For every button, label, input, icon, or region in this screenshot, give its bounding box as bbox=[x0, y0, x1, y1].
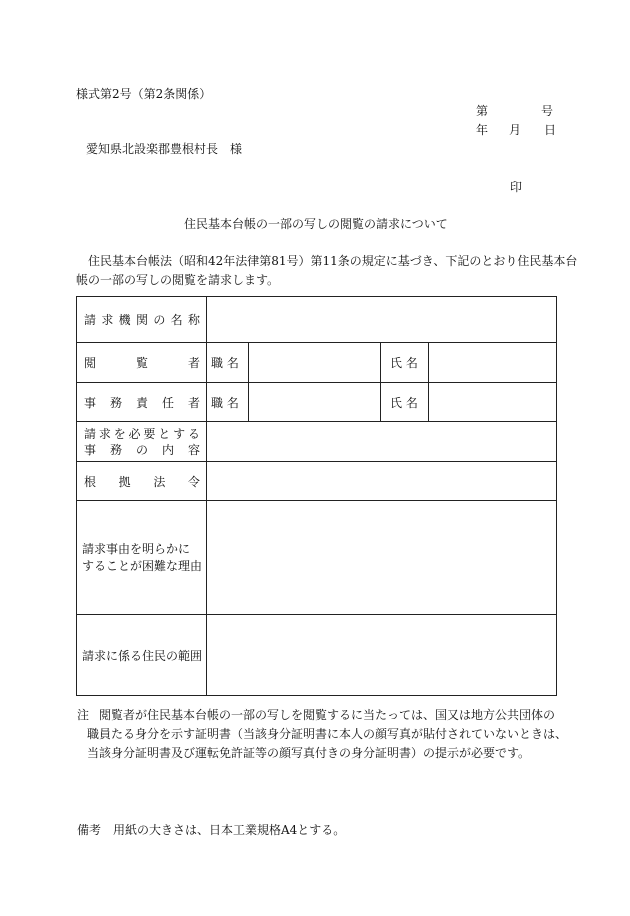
viewer-name-field[interactable] bbox=[429, 343, 556, 382]
viewer-job-title-label: 職 名 bbox=[211, 356, 239, 370]
viewer-name-label: 氏 名 bbox=[390, 356, 418, 370]
note-line-1: 閲覧者が住民基本台帳の一部の写しを閲覧するに当たっては、国又は地方公共団体の bbox=[99, 708, 556, 722]
date-year: 年 bbox=[476, 123, 489, 137]
intro-line-2: 帳の一部の写しの閲覧を請求します。 bbox=[76, 273, 280, 287]
legal-basis-field[interactable] bbox=[207, 462, 556, 500]
label-responsible-person: 事 務 責 任 者 bbox=[84, 395, 200, 410]
viewer-job-title-field[interactable] bbox=[249, 343, 380, 382]
label-legal-basis: 根 拠 法 令 bbox=[84, 474, 200, 489]
seal-mark: 印 bbox=[510, 180, 523, 194]
label-business-content: 請 求 を 必 要 と す る 事 務 の 内 容 bbox=[84, 426, 200, 457]
note-line-3: 当該身分証明書及び運転免許証等の顔写真付きの身分証明書）の提示が必要です。 bbox=[87, 746, 531, 760]
date-month: 月 bbox=[509, 123, 522, 137]
responsible-job-title-field[interactable] bbox=[249, 383, 380, 421]
label-resident-scope: 請求に係る住民の範囲 bbox=[82, 648, 203, 663]
requesting-org-field[interactable] bbox=[207, 297, 556, 342]
doc-number-suffix: 号 bbox=[541, 104, 554, 118]
remark-label: 備考 bbox=[77, 823, 102, 837]
label-difficulty-reason: 請求事由を明らかに することが困難な理由 bbox=[82, 541, 203, 573]
label-requesting-org: 請 求 機 関 の 名 称 bbox=[84, 313, 200, 327]
responsible-name-label: 氏 名 bbox=[390, 395, 418, 410]
form-number: 様式第2号（第2条関係） bbox=[76, 87, 212, 101]
responsible-name-field[interactable] bbox=[429, 383, 556, 421]
difficulty-reason-field[interactable] bbox=[207, 501, 556, 614]
resident-scope-field[interactable] bbox=[207, 615, 556, 695]
note-label: 注 bbox=[77, 708, 90, 722]
intro-line-1: 住民基本台帳法（昭和42年法律第81号）第11条の規定に基づき、下記のとおり住民基本台 bbox=[88, 254, 578, 268]
doc-number-prefix: 第 bbox=[476, 104, 489, 118]
date-day: 日 bbox=[544, 123, 557, 137]
addressee: 愛知県北設楽郡豊根村長 様 bbox=[86, 142, 243, 156]
responsible-job-title-label: 職 名 bbox=[211, 395, 239, 410]
business-content-field[interactable] bbox=[207, 422, 556, 461]
label-viewer: 閲 覧 者 bbox=[84, 356, 200, 370]
document-title: 住民基本台帳の一部の写しの閲覧の請求について bbox=[184, 217, 448, 231]
note-line-2: 職員たる身分を示す証明書（当該身分証明書に本人の顔写真が貼付されていないときは、 bbox=[87, 727, 568, 741]
remark-text: 用紙の大きさは、日本工業規格A4とする。 bbox=[113, 823, 346, 837]
